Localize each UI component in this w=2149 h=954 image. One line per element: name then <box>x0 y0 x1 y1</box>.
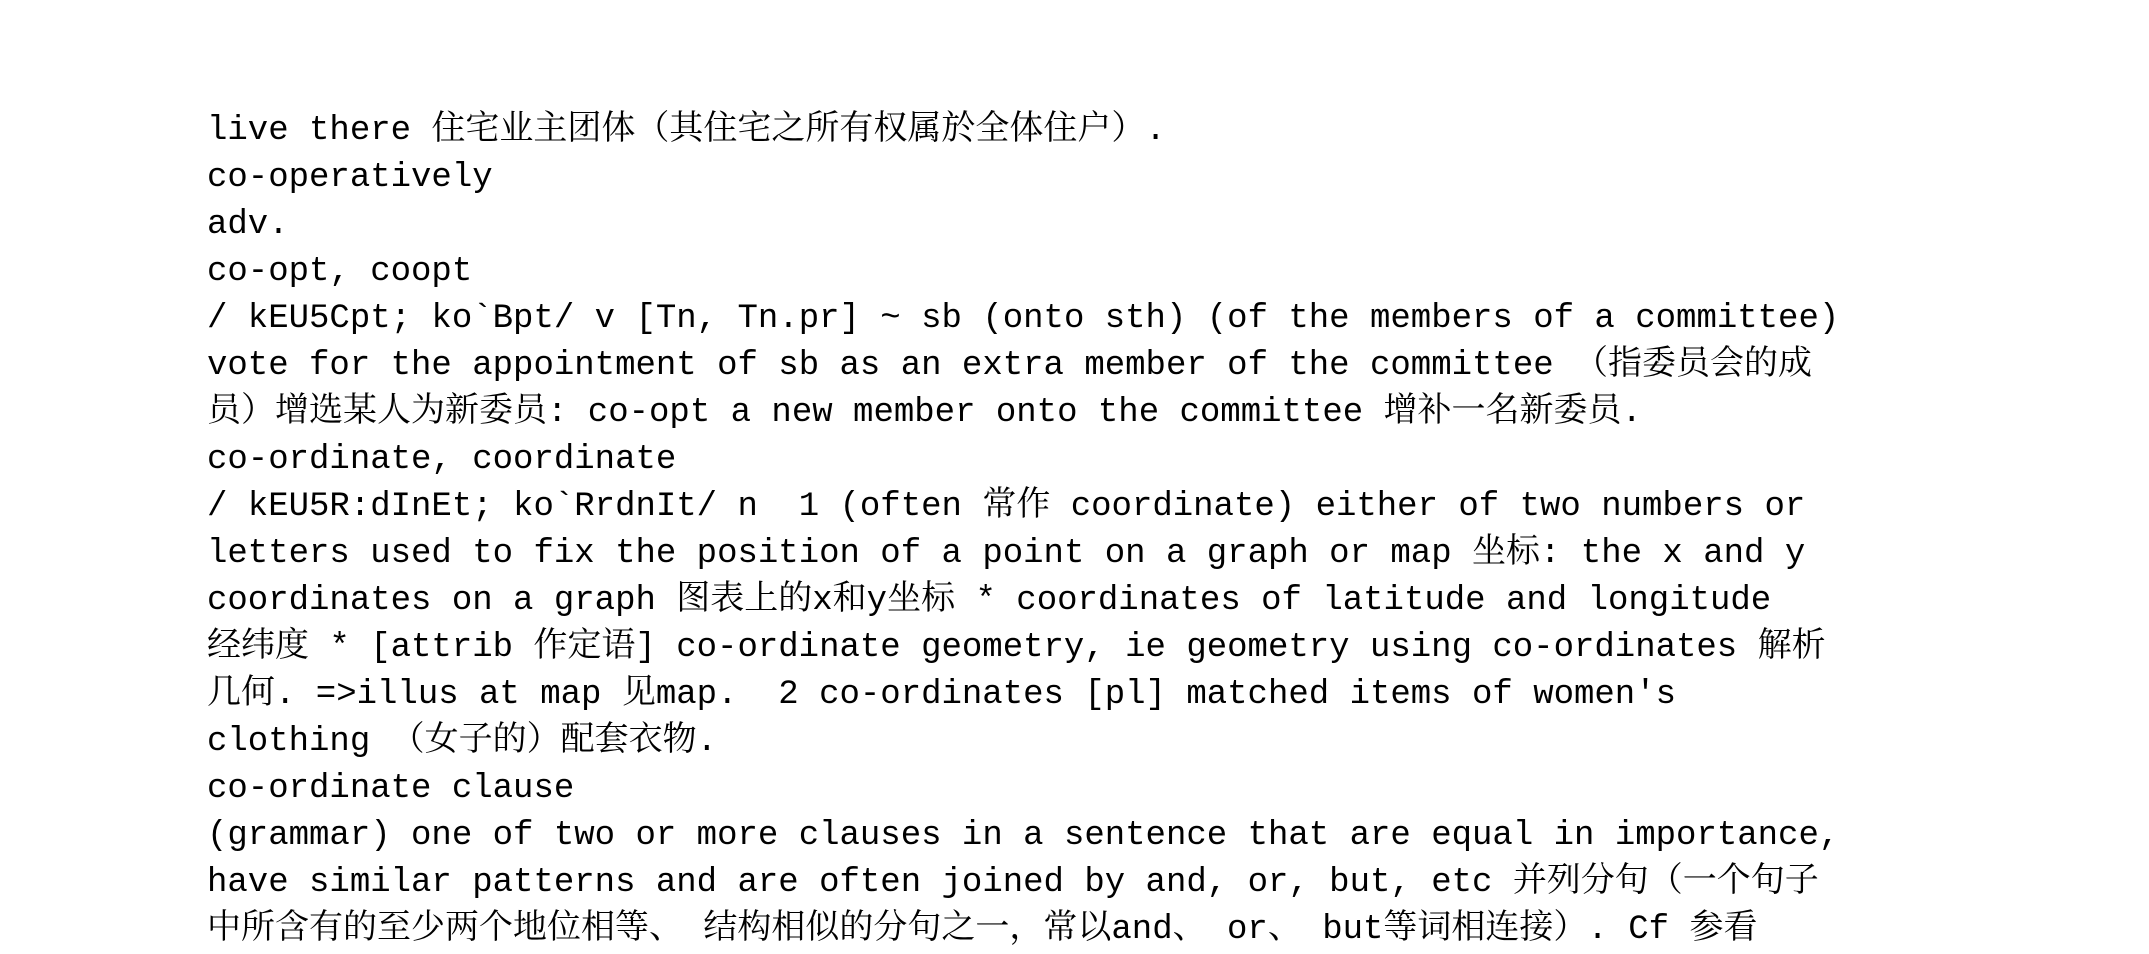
text-line: clothing （女子的）配套衣物. <box>207 723 718 761</box>
text-line: (grammar) one of two or more clauses in a sentence that are equal in importance, <box>207 817 1840 855</box>
dictionary-page <box>207 108 2107 954</box>
text-line: coordinates on a graph 图表上的x和y坐标 * coordinates of latitude and longitude <box>207 582 1772 620</box>
text-line: / kEU5Cpt; ko`Bpt/ v [Tn, Tn.pr] ~ sb (onto sth) (of the members of a committee) <box>207 300 1840 338</box>
text-line: adv. <box>207 206 289 244</box>
entry-headword: co-opt, coopt <box>207 253 473 291</box>
entry-headword: co-ordinate clause <box>207 770 575 808</box>
text-line: vote for the appointment of sb as an extra member of the committee （指委员会的成 <box>207 347 1813 385</box>
entry-headword: co-operatively <box>207 159 493 197</box>
text-line: 经纬度 * [attrib 作定语] co-ordinate geometry, ie geometry using co-ordinates 解析 <box>207 629 1826 667</box>
text-line: live there 住宅业主团体（其住宅之所有权属於全体住户）. <box>207 112 1166 150</box>
text-line: letters used to fix the position of a point on a graph or map 坐标: the x and y <box>207 535 1806 573</box>
entry-headword: co-ordinate, coordinate <box>207 441 677 479</box>
text-line: 几何. =>illus at map 见map. 2 co-ordinates [pl] matched items of women's <box>207 676 1677 714</box>
text-line: have similar patterns and are often joined by and, or, but, etc 并列分句（一个句子 <box>207 864 1819 902</box>
text-line: 员）增选某人为新委员: co-opt a new member onto the committee 增补一名新委员. <box>207 394 1642 432</box>
text-line: / kEU5R:dInEt; ko`RrdnIt/ n 1 (often 常作 coordinate) either of two numbers or <box>207 488 1806 526</box>
text-line: 中所含有的至少两个地位相等、 结构相似的分句之一，常以and、 or、 but等词相连接）. Cf 参看 <box>207 911 1758 949</box>
